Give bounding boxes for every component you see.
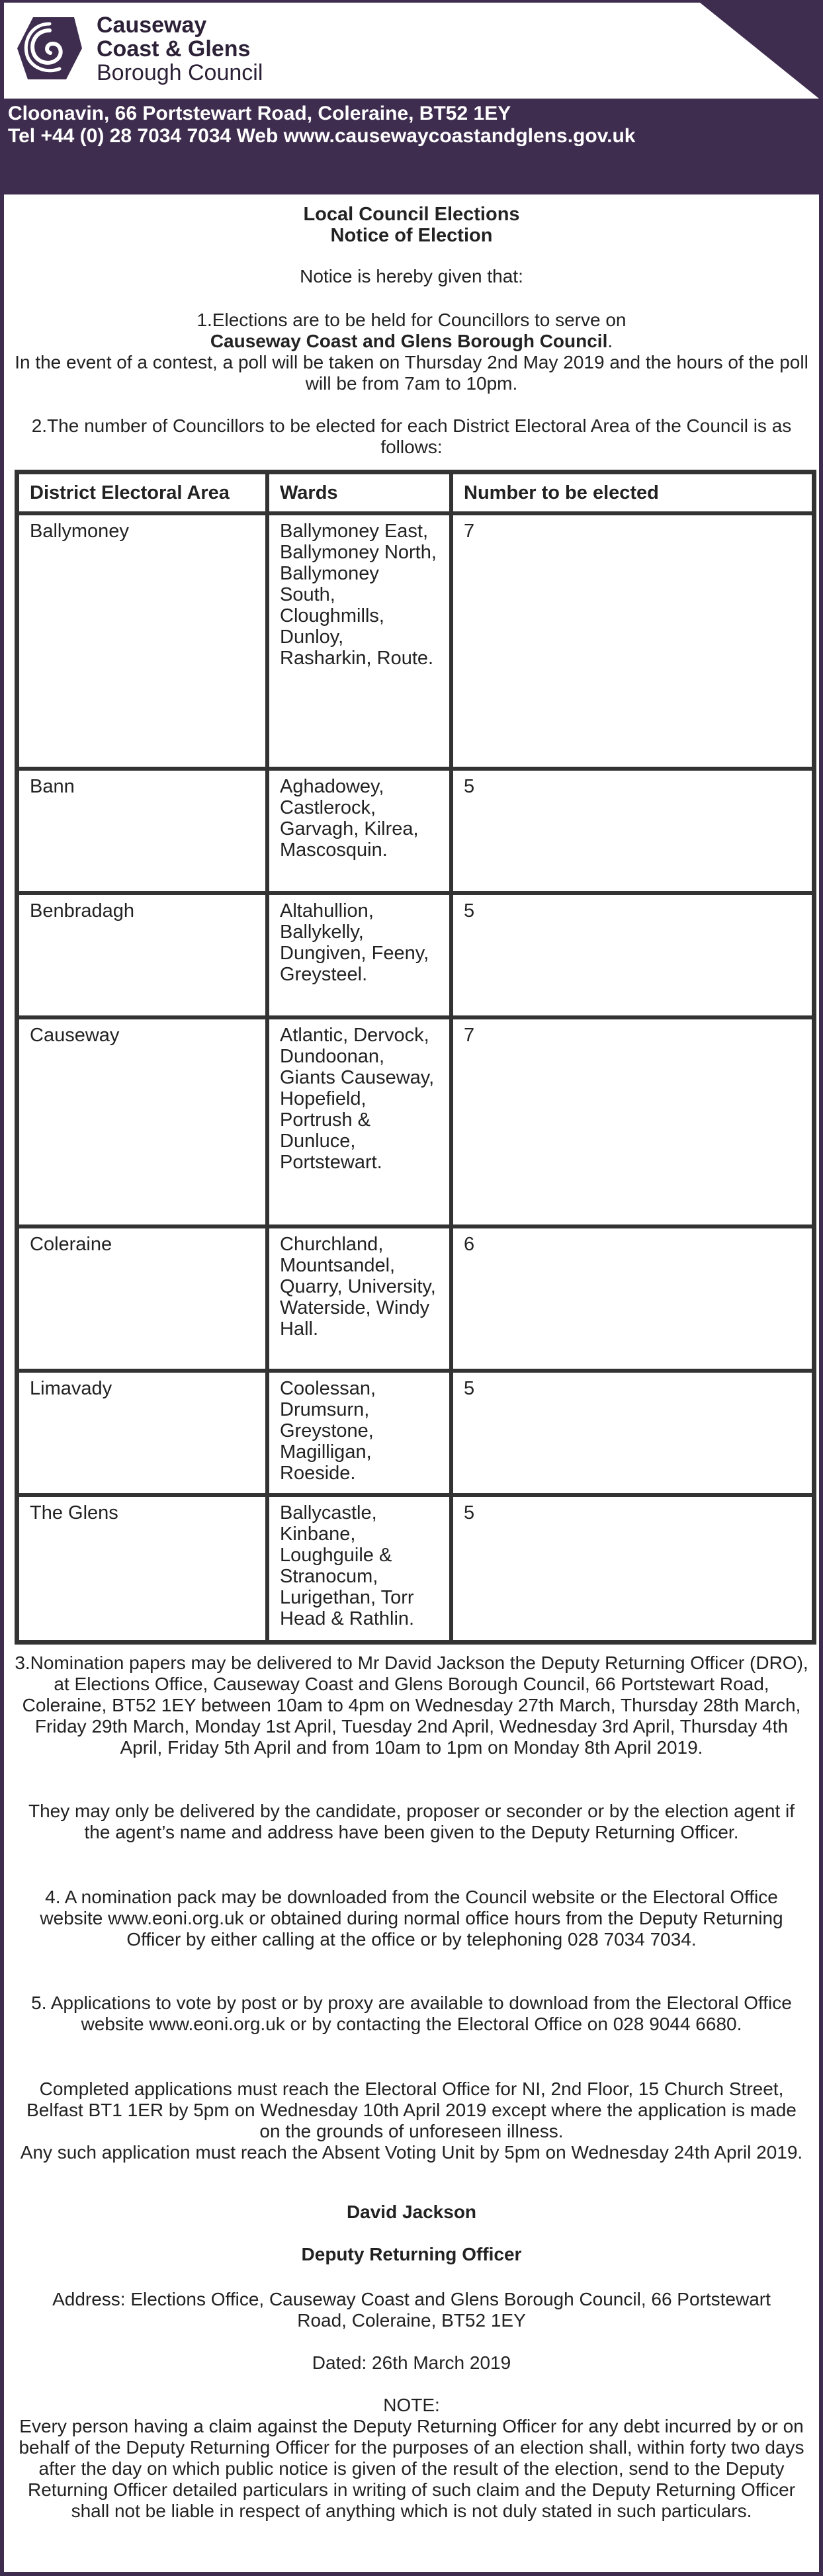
wards-cell: Coolessan, Drumsurn, Greystone, Magilligan, Roeside. xyxy=(267,1371,451,1495)
delivery-text: They may only be delivered by the candidate, proposer or seconder or by the election agent if the agent’s name and address have been given to the Deputy Returning Officer. xyxy=(28,1801,795,1842)
table-row xyxy=(17,769,814,893)
table-row xyxy=(17,1017,814,1226)
logo-band xyxy=(4,3,819,99)
number-cell: 5 xyxy=(451,893,814,1017)
item-5-text: 5. Applications to vote by post or by proxy are available to download from the Electoral Office website www.eoni.org.uk or by contacting the Electoral Office on 028 9044 6680. xyxy=(31,1993,792,2034)
notice-subtitle: Notice of Election xyxy=(330,225,493,246)
area-cell: Bann xyxy=(17,769,267,893)
council-name-period: . xyxy=(607,331,613,351)
area-cell: Causeway xyxy=(17,1017,267,1226)
table-row xyxy=(17,893,814,1017)
number-cell: 7 xyxy=(451,513,814,769)
officer-address: Address: Elections Office, Causeway Coast and Glens Borough Council, 66 Portstewart Road, Coleraine, BT52 1EY xyxy=(52,2289,771,2331)
area-cell: The Glens xyxy=(17,1495,267,1642)
number-cell: 6 xyxy=(451,1226,814,1371)
council-logo-text xyxy=(97,13,263,85)
contact-band xyxy=(4,99,819,194)
table-header-row xyxy=(17,472,814,513)
completed-applications-text: Completed applications must reach the Electoral Office for NI, 2nd Floor, 15 Church Street, Belfast BT1 1ER by 5pm on Wednesday 10th April 2019 except where the application is made on the grounds of unforeseen illness. xyxy=(26,2079,797,2141)
item-4-text: 4. A nomination pack may be downloaded from the Council website or the Electoral Office website www.eoni.org.uk or obtained during normal office hours from the Deputy Returning Officer by either calling at the office or by telephoning 028 7034 7034. xyxy=(40,1887,783,1950)
column-header-number: Number to be elected xyxy=(451,472,814,513)
council-header xyxy=(4,3,819,194)
wards-cell: Churchland, Mountsandel, Quarry, University, Waterside, Windy Hall. xyxy=(267,1226,451,1371)
notice-title: Local Council Elections xyxy=(303,204,520,225)
table-row xyxy=(17,1226,814,1371)
number-cell: 5 xyxy=(451,769,814,893)
wards-cell: Ballycastle, Kinbane, Loughguile & Stranocum, Lurigethan, Torr Head & Rathlin. xyxy=(267,1495,451,1642)
number-cell: 5 xyxy=(451,1371,814,1495)
wards-cell: Altahullion, Ballykelly, Dungiven, Feeny, Greysteel. xyxy=(267,893,451,1017)
column-header-area: District Electoral Area xyxy=(17,472,267,513)
table-row xyxy=(17,513,814,769)
wards-cell: Aghadowey, Castlerock, Garvagh, Kilrea, Mascosquin. xyxy=(267,769,451,893)
header-corner-decoration xyxy=(700,3,819,99)
electoral-areas-table xyxy=(15,470,816,1645)
number-cell: 5 xyxy=(451,1495,814,1642)
logo-line-1: Causeway xyxy=(97,13,207,38)
item-2-text: 2.The number of Councillors to be elected for each District Electoral Area of the Council is as follows: xyxy=(31,415,792,457)
column-header-wards: Wards xyxy=(267,472,451,513)
notice-intro: Notice is hereby given that: xyxy=(300,266,523,286)
number-cell: 7 xyxy=(451,1017,814,1226)
dated-text: Dated: 26th March 2019 xyxy=(312,2352,511,2373)
table-row xyxy=(17,1371,814,1495)
wards-cell: Atlantic, Dervock, Dundoonan, Giants Causeway, Hopefield, Portrush & Dunluce, Portstewart. xyxy=(267,1017,451,1226)
table-row xyxy=(17,1495,814,1642)
note-title: NOTE: xyxy=(383,2395,440,2415)
council-address: Cloonavin, 66 Portstewart Road, Coleraine, BT52 1EY xyxy=(8,103,511,124)
logo-line-3: Borough Council xyxy=(97,60,263,85)
council-name: Causeway Coast and Glens Borough Council xyxy=(210,331,608,351)
council-contact: Tel +44 (0) 28 7034 7034 Web www.causewaycoastandglens.gov.uk xyxy=(8,125,636,147)
officer-role: Deputy Returning Officer xyxy=(301,2244,522,2264)
area-cell: Coleraine xyxy=(17,1226,267,1371)
wards-cell: Ballymoney East, Ballymoney North, Ballymoney South, Cloughmills, Dunloy, Rasharkin, Route. xyxy=(267,513,451,769)
item-1-text: 1.Elections are to be held for Councillors to serve on xyxy=(196,310,627,330)
area-cell: Limavady xyxy=(17,1371,267,1495)
area-cell: Benbradagh xyxy=(17,893,267,1017)
council-logo-icon xyxy=(13,12,86,85)
absent-voting-text: Any such application must reach the Absent Voting Unit by 5pm on Wednesday 24th April 2019. xyxy=(20,2142,803,2163)
logo-line-2: Coast & Glens xyxy=(97,36,251,62)
officer-name: David Jackson xyxy=(346,2202,477,2222)
area-cell: Ballymoney xyxy=(17,513,267,769)
note-text: Every person having a claim against the Deputy Returning Officer for any debt incurred by or on behalf of the Deputy Returning Officer for the purposes of an election shall, within forty two days after the day on which public notice is given of the result of the election, send to the Deputy Returning Officer detailed particulars in writing of such claim and the Deputy Returning Officer shall not be liable in respect of anything which is not duly stated in such particulars. xyxy=(19,2416,804,2521)
poll-details: In the event of a contest, a poll will be taken on Thursday 2nd May 2019 and the hours of the poll will be from 7am to 10pm. xyxy=(15,352,808,394)
item-3-text: 3.Nomination papers may be delivered to Mr David Jackson the Deputy Returning Officer (DRO), at Elections Office, Causeway Coast and Glens Borough Council, 66 Portstewart Road, Coleraine, BT52 1EY between 10am to 4pm on Wednesday 27th March, Thursday 28th March, Friday 29th March, Monday 1st April, Tuesday 2nd April, Wednesday 3rd April, Thursday 4th April, Friday 5th April and from 10am to 1pm on Monday 8th April 2019. xyxy=(15,1653,808,1758)
